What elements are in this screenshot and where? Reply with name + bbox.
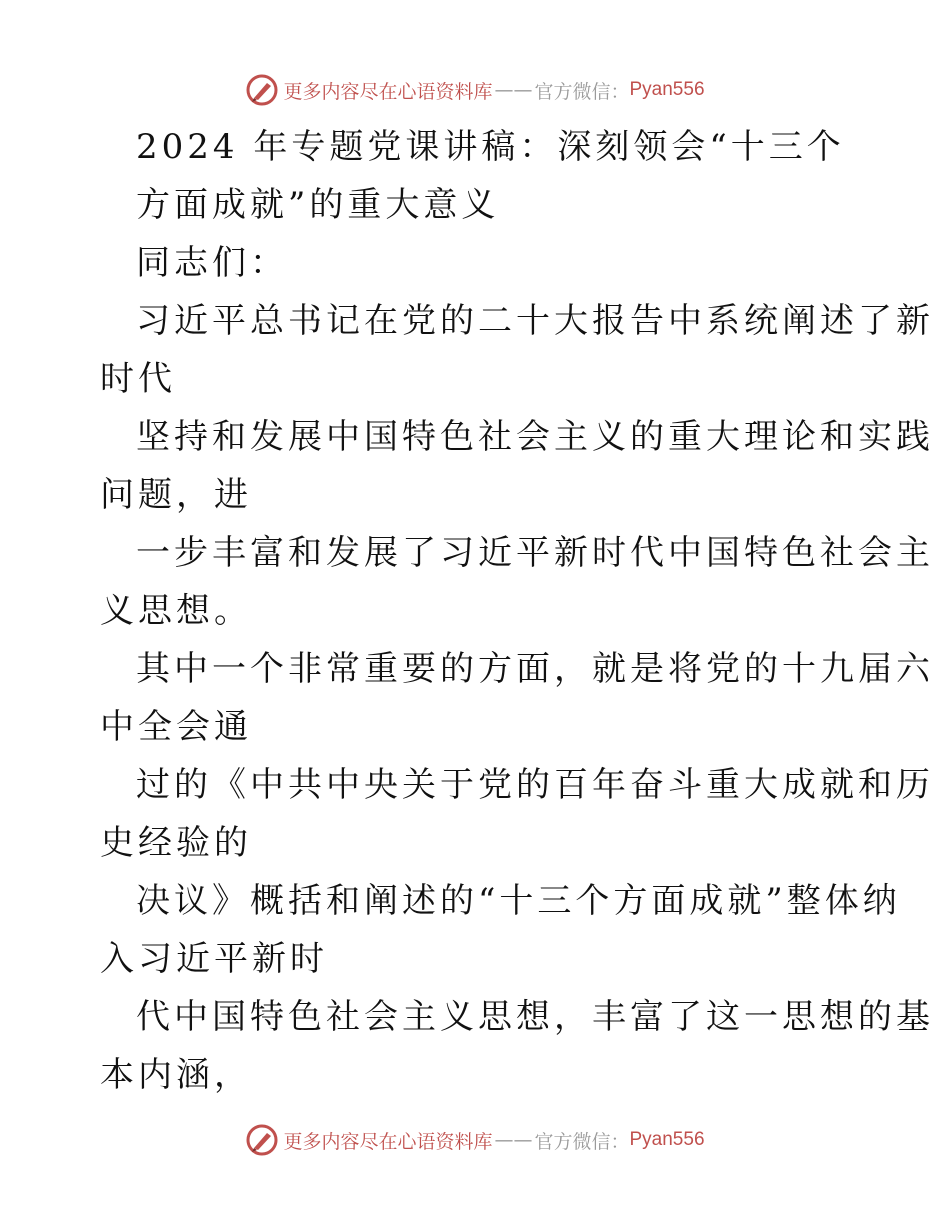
banner-wechat-id: Pyan556: [629, 79, 705, 100]
paragraph-line: 入习近平新时: [100, 939, 328, 979]
paragraph-line: 史经验的: [100, 823, 252, 863]
paragraph-line: 代中国特色社会主义思想，丰富了这一思想的基: [136, 997, 934, 1037]
title-line-1: 2024 年专题党课讲稿：深刻领会“十三个: [136, 127, 845, 167]
paragraph-line: 决议》概括和阐述的“十三个方面成就”整体纳: [136, 881, 901, 921]
banner-text: 更多内容尽在心语资料库: [283, 80, 493, 103]
banner-wechat-label: 官方微信：: [534, 1130, 630, 1153]
quill-pen-seal-icon: [245, 73, 279, 107]
paragraph-line: 中全会通: [100, 707, 252, 747]
paragraph-line: 时代: [100, 359, 176, 399]
banner-text: 更多内容尽在心语资料库: [283, 1130, 493, 1153]
paragraph-line: 义思想。: [100, 591, 252, 631]
header-watermark-banner: [0, 70, 950, 110]
paragraph-line: 本内涵，: [100, 1055, 252, 1095]
banner-separator: ——: [494, 1129, 533, 1151]
banner-separator: ——: [494, 79, 533, 101]
paragraph-line: 过的《中共中央关于党的百年奋斗重大成就和历: [136, 765, 934, 805]
banner-wechat-label: 官方微信：: [534, 80, 630, 103]
footer-watermark-banner: [0, 1120, 950, 1160]
title-line-2: 方面成就”的重大意义: [136, 185, 500, 225]
banner-wechat-id: Pyan556: [629, 1129, 705, 1150]
salutation: 同志们：: [136, 243, 288, 283]
paragraph-line: 其中一个非常重要的方面，就是将党的十九届六: [136, 649, 934, 689]
paragraph-line: 坚持和发展中国特色社会主义的重大理论和实践: [136, 417, 934, 457]
paragraph-line: 习近平总书记在党的二十大报告中系统阐述了新: [136, 301, 934, 341]
quill-pen-seal-icon: [245, 1123, 279, 1157]
paragraph-line: 一步丰富和发展了习近平新时代中国特色社会主: [136, 533, 934, 573]
document-body: [100, 118, 934, 1104]
paragraph-line: 问题，进: [100, 475, 252, 515]
